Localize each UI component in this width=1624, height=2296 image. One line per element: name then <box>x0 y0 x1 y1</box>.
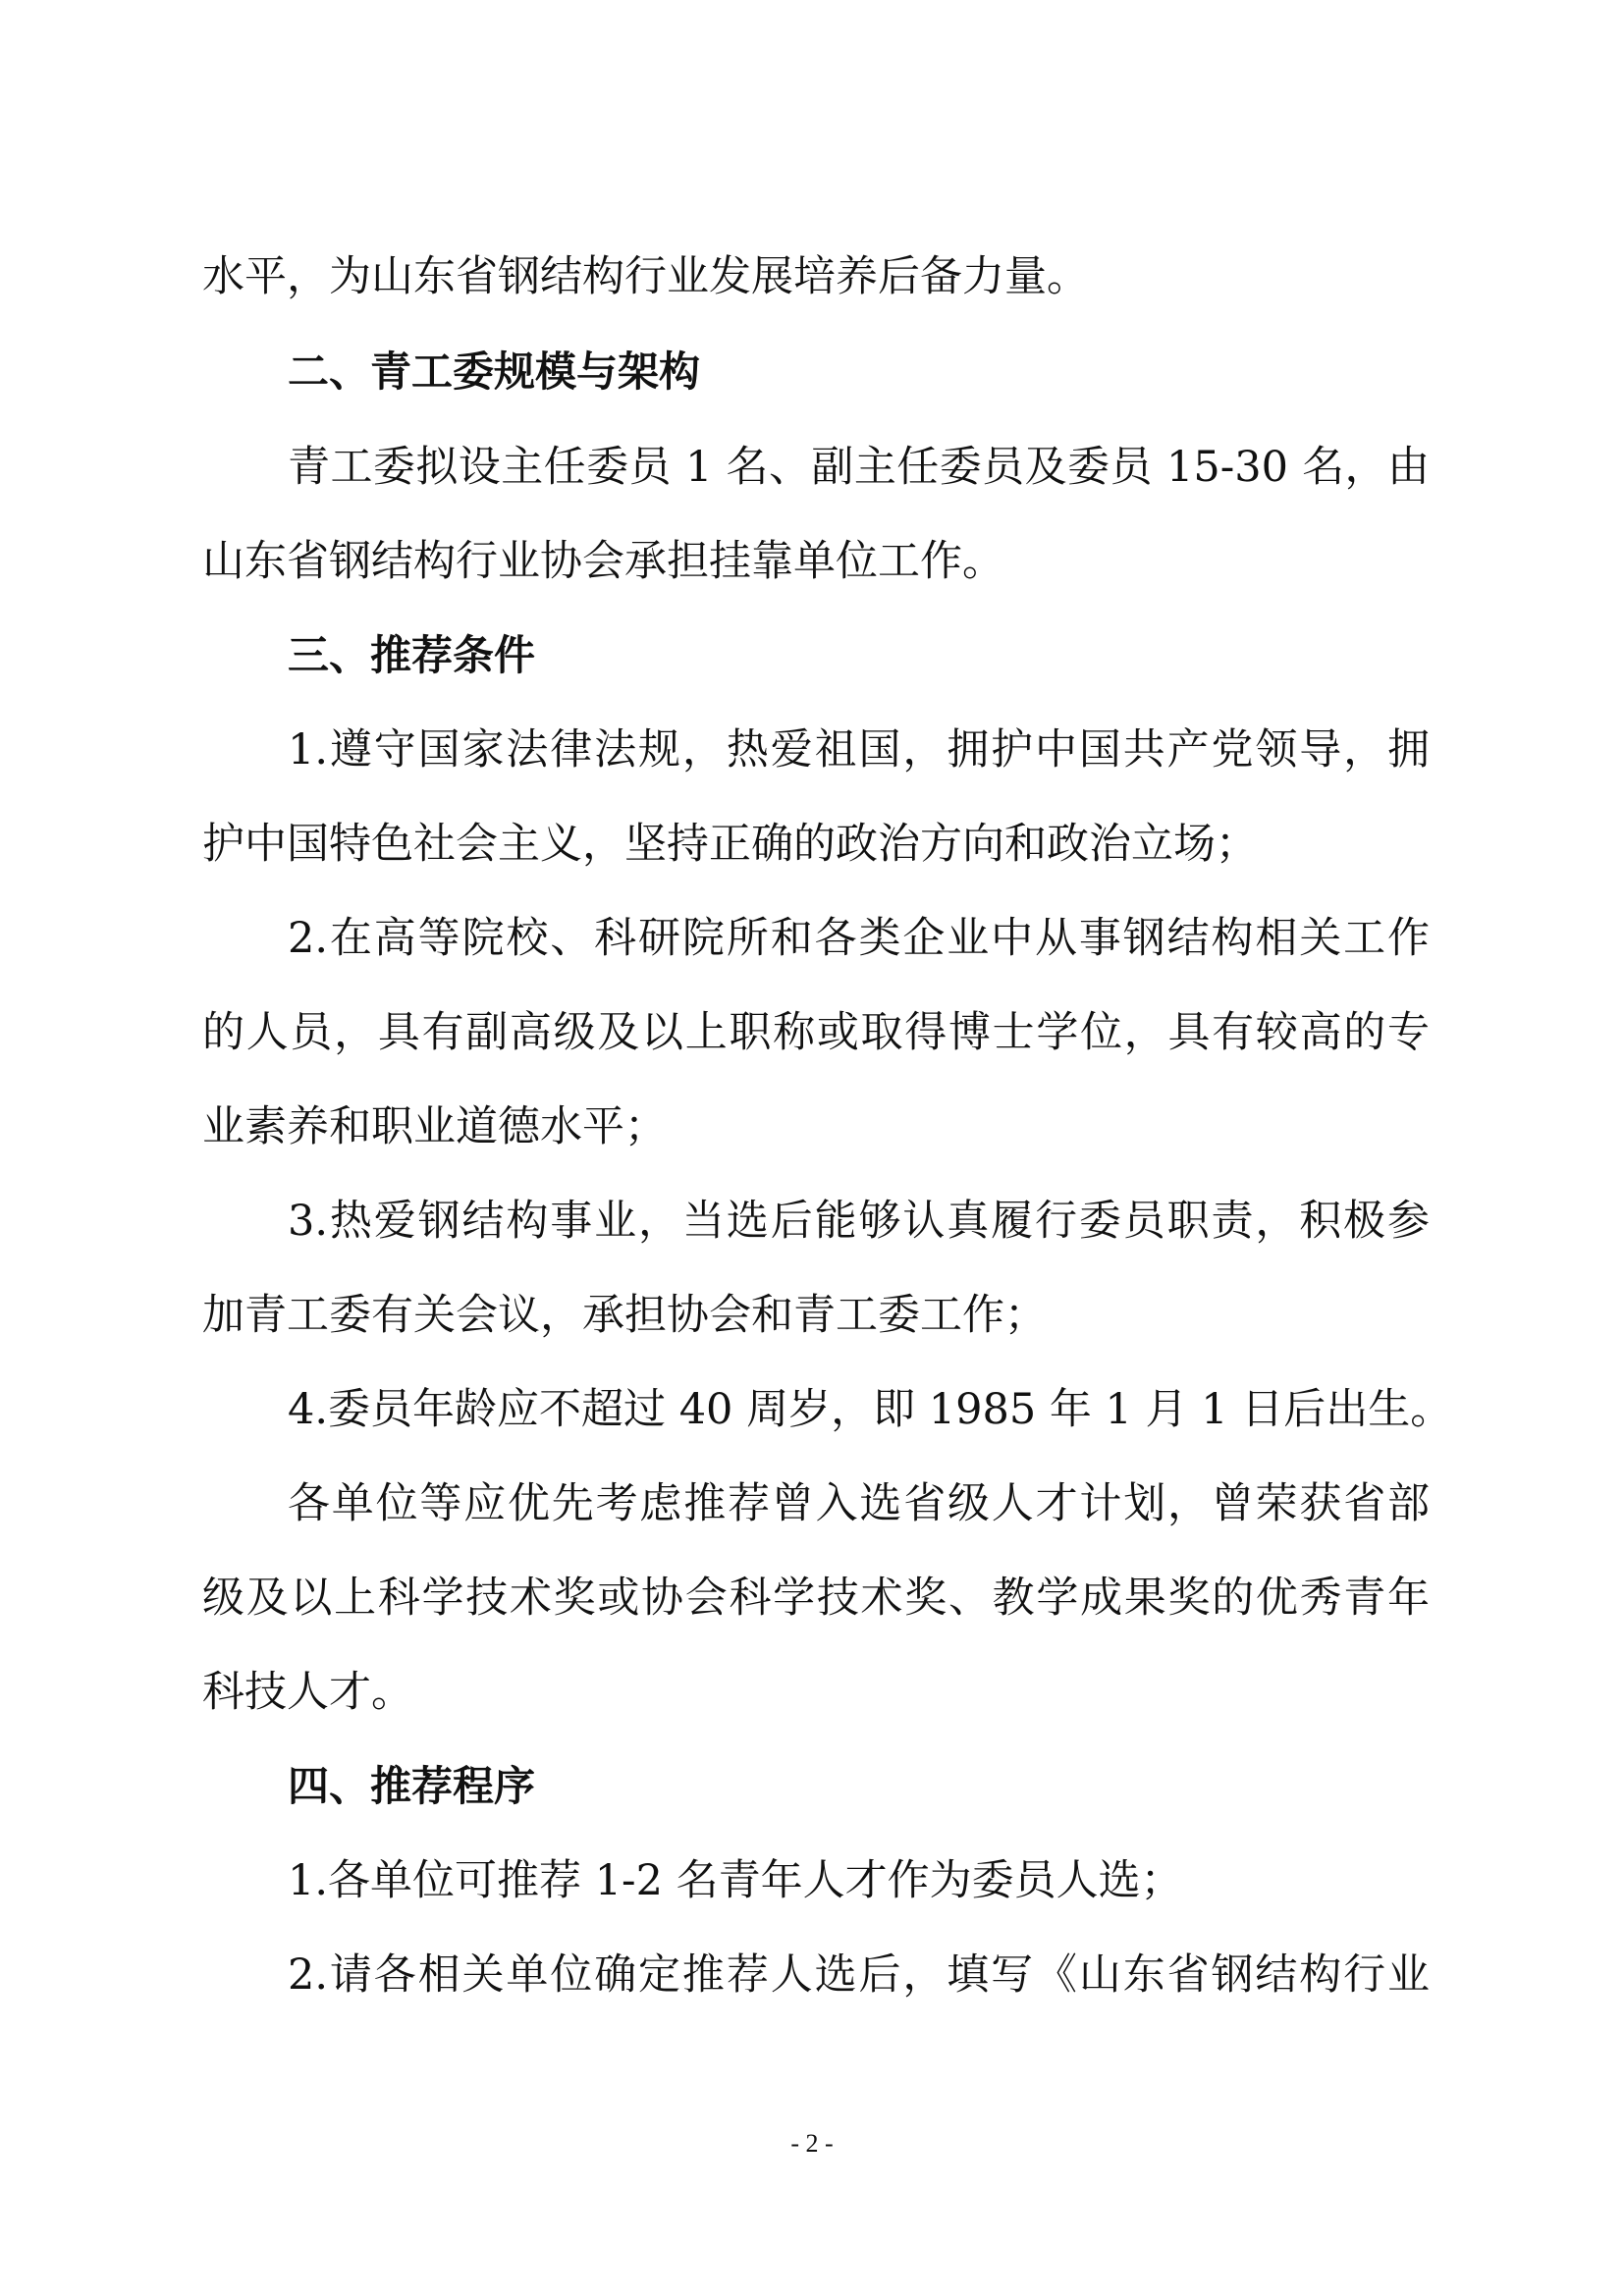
paragraph-line: 加青工委有关会议，承担协会和青工委工作； <box>202 1291 1047 1340</box>
paragraph-line: 1.遵守国家法律法规，热爱祖国，拥护中国共产党领导，拥 <box>288 725 1430 774</box>
paragraph-line: 山东省钢结构行业协会承担挂靠单位工作。 <box>202 537 1004 586</box>
paragraph-line: 2.在高等院校、科研院所和各类企业中从事钢结构相关工作 <box>288 914 1430 963</box>
paragraph-line: 3.热爱钢结构事业，当选后能够认真履行委员职责，积极参 <box>288 1197 1430 1246</box>
paragraph-line: 4.委员年龄应不超过 40 周岁，即 1985 年 1 月 1 日后出生。 <box>288 1385 1453 1434</box>
paragraph-line: 科技人才。 <box>202 1668 413 1717</box>
section-heading: 二、青工委规模与架构 <box>288 347 701 396</box>
paragraph-line: 青工委拟设主任委员 1 名、副主任委员及委员 15-30 名，由 <box>288 443 1430 492</box>
section-heading: 四、推荐程序 <box>288 1762 536 1810</box>
paragraph-line: 的人员，具有副高级及以上职称或取得博士学位，具有较高的专 <box>202 1008 1430 1057</box>
page-number: - 2 - <box>790 2129 834 2158</box>
paragraph-line: 各单位等应优先考虑推荐曾入选省级人才计划，曾荣获省部 <box>288 1479 1430 1528</box>
paragraph-line: 2.请各相关单位确定推荐人选后，填写《山东省钢结构行业 <box>288 1950 1430 2000</box>
paragraph-line: 水平，为山东省钢结构行业发展培养后备力量。 <box>202 252 1089 301</box>
paragraph-line: 1.各单位可推荐 1-2 名青年人才作为委员人选； <box>288 1856 1183 1905</box>
paragraph-line: 级及以上科学技术奖或协会科学技术奖、教学成果奖的优秀青年 <box>202 1574 1430 1623</box>
paragraph-line: 业素养和职业道德水平； <box>202 1102 667 1151</box>
section-heading: 三、推荐条件 <box>288 631 536 679</box>
paragraph-line: 护中国特色社会主义，坚持正确的政治方向和政治立场； <box>202 820 1258 869</box>
